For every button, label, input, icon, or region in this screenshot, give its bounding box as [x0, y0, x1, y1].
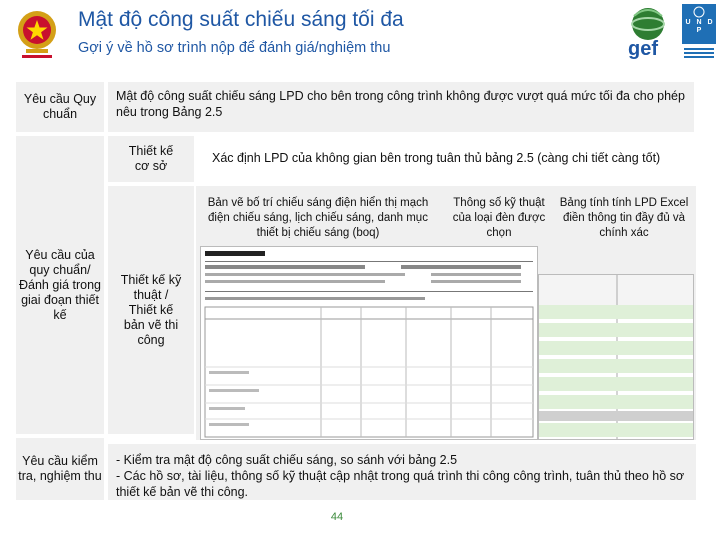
- design-item-drawings: Bản vẽ bố trí chiếu sáng điện hiển thị mạch điện chiếu sáng, lịch chiếu sáng, danh mục thiết bị chiếu sáng (boq): [207, 197, 429, 239]
- basic-design-text: Xác định LPD của không gian bên trong tuân thủ bảng 2.5 (càng chi tiết càng tốt): [212, 151, 661, 165]
- page-number: 44: [330, 511, 344, 523]
- undp-logo-icon: [682, 4, 716, 62]
- basic-design-label: Thiết kế cơ sở: [108, 136, 194, 182]
- luminaire-parts-list-image: [200, 246, 538, 440]
- design-item-specs: Thông số kỹ thuật của loại đèn được chọn: [452, 197, 546, 239]
- page-title: Mật độ công suất chiếu sáng tối đa: [78, 8, 404, 31]
- lpd-spreadsheet-image: [538, 274, 694, 440]
- design-item-calculation: Bảng tính tính LPD Excel điền thông tin đầy đủ và chính xác: [559, 197, 689, 239]
- design-label: Yêu cầu của quy chuẩn/ Đánh giá trong giai đoạn thiết kế: [16, 136, 104, 434]
- page-subtitle: Gợi ý về hồ sơ trình nộp để đánh giá/nghiệm thu: [78, 40, 391, 56]
- inspection-line-1: - Kiểm tra mật độ công suất chiếu sáng, so sánh với bảng 2.5: [116, 453, 458, 467]
- inspection-line-2: - Các hồ sơ, tài liệu, thông số kỹ thuật cập nhật trong quá trình thi công công trình, tuân thủ theo hồ sơ thiết kế bản vẽ thi công.: [116, 469, 685, 499]
- inspection-label: Yêu cầu kiểm tra, nghiệm thu: [16, 438, 104, 500]
- vietnam-emblem-icon: [14, 8, 60, 60]
- undp-logo-text: U N D P: [685, 19, 713, 34]
- gef-logo-icon: [624, 4, 672, 62]
- gef-logo-text: gef: [628, 38, 658, 60]
- standard-label: Yêu cầu Quy chuẩn: [16, 82, 104, 132]
- standard-text: Mật độ công suất chiếu sáng LPD cho bên trong công trình không được vượt quá mức tối đa cho phép nêu trong Bảng 2.5: [108, 82, 694, 132]
- technical-design-label: Thiết kế kỹ thuật / Thiết kế bản vẽ thi công: [108, 186, 194, 434]
